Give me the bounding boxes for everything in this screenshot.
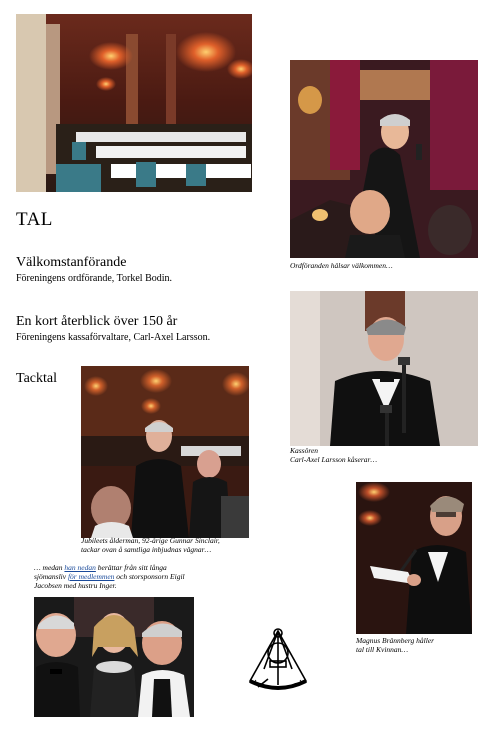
sponsor-caption-pre: … medan	[34, 563, 65, 572]
banquet-hall-photo	[16, 14, 252, 192]
section-subtitle-retrospective: Föreningens kassaförvaltare, Carl-Axel Larsson.	[16, 332, 211, 343]
sponsor-caption-mid: berättar från sitt långa sjömansliv	[34, 563, 167, 581]
link-han-nedan[interactable]: han nedan	[64, 563, 96, 572]
magnus-caption-line2: tal till Kvinnan…	[356, 645, 409, 654]
sponsor-caption-post: och storsponsorn Eigil Jacobsen med hustru Inger.	[34, 572, 185, 590]
page-heading: TAL	[16, 209, 53, 230]
sponsor-group-photo	[34, 597, 194, 717]
treasurer-caption-line2: Carl-Axel Larsson kåserar…	[290, 455, 378, 464]
sponsor-caption	[34, 563, 194, 590]
chairman-caption: Ordföranden hälsar välkommen…	[290, 261, 393, 270]
section-title-retrospective: En kort återblick över 150 år	[16, 314, 178, 329]
magnus-caption-line1: Magnus Brännberg håller	[356, 636, 435, 645]
treasurer-caption-line1: Kassören	[290, 446, 319, 455]
jubilee-alderman-photo	[81, 366, 249, 538]
section-subtitle-welcome: Föreningens ordförande, Torkel Bodin.	[16, 273, 173, 284]
link-for-medlemmen[interactable]: för medlemmen	[67, 572, 115, 581]
sextant-icon	[240, 625, 316, 695]
section-title-thanks: Tacktal	[16, 371, 57, 386]
jubilee-caption-line2: tackar ovan å samtliga inbjudnas vägnar…	[81, 545, 212, 554]
jubilee-caption-line1: Jubileets ålderman, 92-årige Gunnar Sinclair,	[81, 536, 220, 545]
treasurer-speaking-photo	[290, 291, 478, 446]
magnus-speaking-photo	[356, 482, 472, 634]
chairman-speaking-photo	[290, 60, 478, 258]
section-title-welcome: Välkomstanförande	[16, 255, 127, 270]
